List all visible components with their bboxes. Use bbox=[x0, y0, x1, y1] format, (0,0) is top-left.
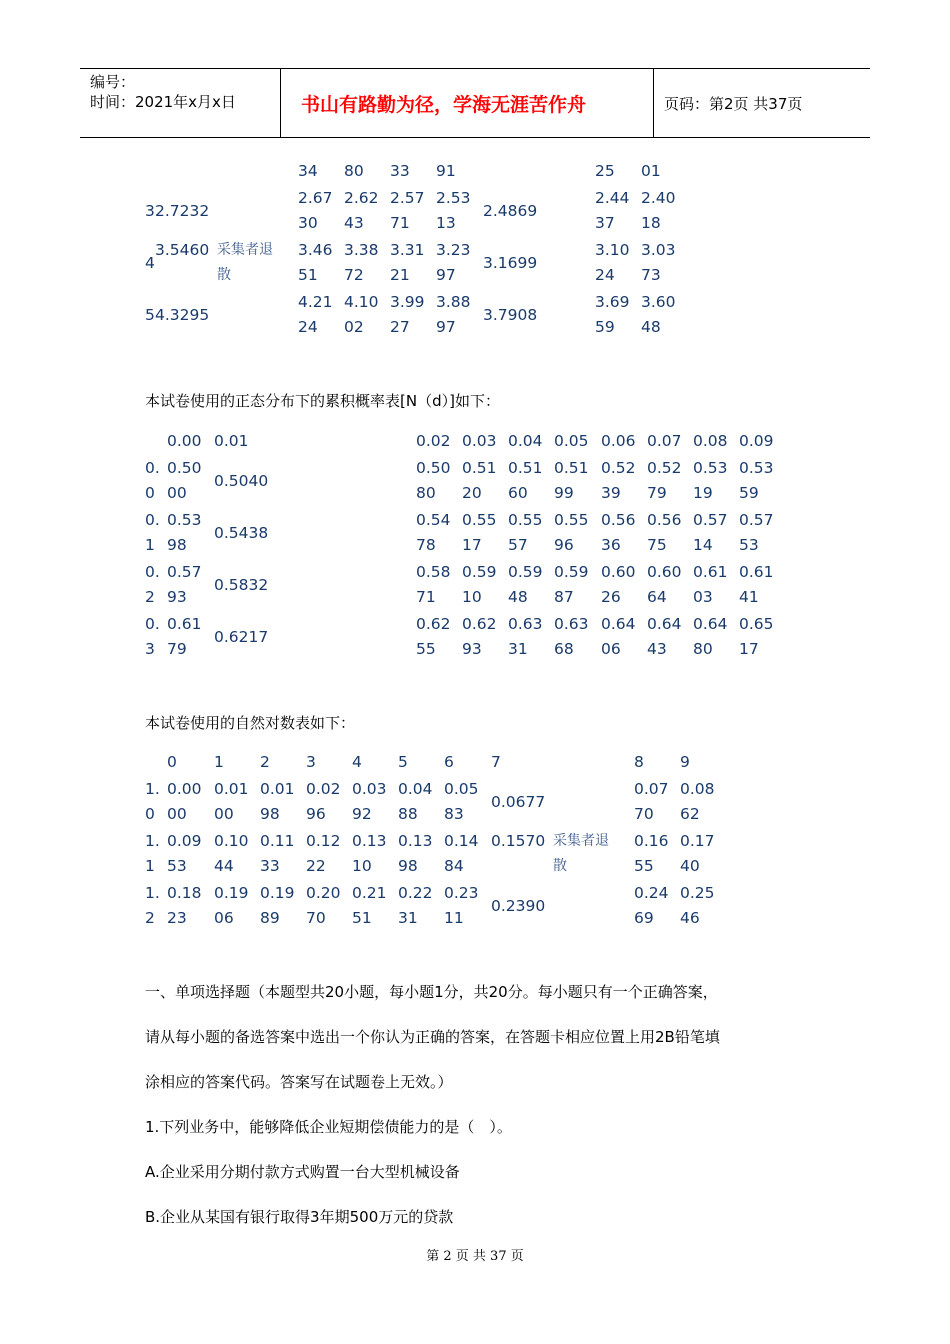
table-cell: 2.40 18 bbox=[641, 189, 676, 232]
collector-note: 采集者退 散 bbox=[553, 833, 609, 874]
section-instructions-line3: 涂相应的答案代码。答案写在试题卷上无效。） bbox=[145, 1073, 453, 1091]
table-cell: 3.23 97 bbox=[436, 241, 471, 284]
table-cell: 0.57 53 bbox=[739, 511, 774, 554]
table-cell: 0.54 78 bbox=[416, 511, 451, 554]
table-cell: 34 bbox=[298, 162, 318, 180]
table-cell: 33 bbox=[390, 162, 410, 180]
table-cell: 0.53 98 bbox=[167, 511, 202, 554]
table-cell: 0.5832 bbox=[214, 576, 269, 594]
table-cell: 01 bbox=[641, 162, 661, 180]
table-cell: 2.57 71 bbox=[390, 189, 425, 232]
table-cell: 0.11 33 bbox=[260, 832, 295, 875]
table-cell: 0.53 59 bbox=[739, 459, 774, 502]
column-header: 0.08 bbox=[693, 432, 728, 450]
normal-table-intro: 本试卷使用的正态分布下的累积概率表[N（d）]如下： bbox=[145, 392, 500, 410]
row-label: 1. 2 bbox=[145, 884, 160, 927]
table-cell: 2.53 13 bbox=[436, 189, 471, 232]
table-cell: 0.55 96 bbox=[554, 511, 589, 554]
table-cell: 0.63 31 bbox=[508, 615, 543, 658]
table-cell: 0.50 80 bbox=[416, 459, 451, 502]
table-cell: 0.57 93 bbox=[167, 563, 202, 606]
table-cell: 0.2390 bbox=[491, 897, 546, 915]
column-header: 0.06 bbox=[601, 432, 636, 450]
table-cell: 4.3295 bbox=[155, 306, 210, 324]
table-cell: 0.50 00 bbox=[167, 459, 202, 502]
table-cell: 3.5460 bbox=[155, 241, 210, 259]
column-header: 0.01 bbox=[214, 432, 249, 450]
table-cell: 0.03 92 bbox=[352, 780, 387, 823]
table-cell: 0.5040 bbox=[214, 472, 269, 490]
column-header: 0.04 bbox=[508, 432, 543, 450]
table-cell: 3.69 59 bbox=[595, 293, 630, 336]
table-cell: 2.4869 bbox=[483, 202, 538, 220]
table-cell: 3.10 24 bbox=[595, 241, 630, 284]
table-cell: 0.24 69 bbox=[634, 884, 669, 927]
row-label: 3 bbox=[145, 202, 155, 220]
column-header: 0.02 bbox=[416, 432, 451, 450]
column-header: 8 bbox=[634, 753, 644, 771]
column-header: 0 bbox=[167, 753, 177, 771]
table-cell: 0.13 10 bbox=[352, 832, 387, 875]
table-cell: 0.17 40 bbox=[680, 832, 715, 875]
table-cell: 0.05 83 bbox=[444, 780, 479, 823]
row-label: 0. 3 bbox=[145, 615, 160, 658]
column-header: 1 bbox=[214, 753, 224, 771]
question-1: 1.下列业务中，能够降低企业短期偿债能力的是（ ）。 bbox=[145, 1118, 512, 1136]
row-label: 0. 0 bbox=[145, 459, 160, 502]
table-cell: 0.63 68 bbox=[554, 615, 589, 658]
table-cell: 0.23 11 bbox=[444, 884, 479, 927]
column-header: 0.07 bbox=[647, 432, 682, 450]
table-cell: 0.0677 bbox=[491, 793, 546, 811]
number-label: 编号： bbox=[90, 73, 136, 91]
section-instructions-line2: 请从每小题的备选答案中选出一个你认为正确的答案，在答题卡相应位置上用2B铅笔填 bbox=[145, 1028, 720, 1046]
column-header: 7 bbox=[491, 753, 501, 771]
log-table-intro: 本试卷使用的自然对数表如下： bbox=[145, 714, 356, 732]
table-cell: 0.07 70 bbox=[634, 780, 669, 823]
table-cell: 3.99 27 bbox=[390, 293, 425, 336]
table-cell: 0.52 79 bbox=[647, 459, 682, 502]
header-motto: 书山有路勤为径，学海无涯苦作舟 bbox=[281, 69, 654, 137]
column-header: 0.03 bbox=[462, 432, 497, 450]
table-cell: 2.62 43 bbox=[344, 189, 379, 232]
table-cell: 0.55 17 bbox=[462, 511, 497, 554]
table-cell: 3.1699 bbox=[483, 254, 538, 272]
table-cell: 0.19 89 bbox=[260, 884, 295, 927]
table-cell: 0.08 62 bbox=[680, 780, 715, 823]
table-cell: 0.01 98 bbox=[260, 780, 295, 823]
table-cell: 0.13 98 bbox=[398, 832, 433, 875]
table-cell: 0.62 93 bbox=[462, 615, 497, 658]
collector-note: 采集者退 散 bbox=[217, 242, 273, 283]
table-cell: 0.01 00 bbox=[214, 780, 249, 823]
table-cell: 0.55 57 bbox=[508, 511, 543, 554]
table-cell: 0.5438 bbox=[214, 524, 269, 542]
table-cell: 0.59 87 bbox=[554, 563, 589, 606]
table-cell: 0.59 10 bbox=[462, 563, 497, 606]
table-cell: 0.51 99 bbox=[554, 459, 589, 502]
table-cell: 3.31 21 bbox=[390, 241, 425, 284]
table-cell: 0.57 14 bbox=[693, 511, 728, 554]
column-header: 5 bbox=[398, 753, 408, 771]
table-cell: 0.64 43 bbox=[647, 615, 682, 658]
column-header: 9 bbox=[680, 753, 690, 771]
table-cell: 0.6217 bbox=[214, 628, 269, 646]
table-cell: 2.67 30 bbox=[298, 189, 333, 232]
table-cell: 3.60 48 bbox=[641, 293, 676, 336]
header-meta bbox=[80, 69, 281, 137]
table-cell: 0.09 53 bbox=[167, 832, 202, 875]
table-cell: 0.58 71 bbox=[416, 563, 451, 606]
table-cell: 0.25 46 bbox=[680, 884, 715, 927]
table-cell: 2.44 37 bbox=[595, 189, 630, 232]
table-cell: 0.61 79 bbox=[167, 615, 202, 658]
column-header: 6 bbox=[444, 753, 454, 771]
table-cell: 0.20 70 bbox=[306, 884, 341, 927]
table-cell: 0.64 80 bbox=[693, 615, 728, 658]
table-cell: 0.59 48 bbox=[508, 563, 543, 606]
table-cell: 4.10 02 bbox=[344, 293, 379, 336]
table-cell: 25 bbox=[595, 162, 615, 180]
table-cell: 0.61 03 bbox=[693, 563, 728, 606]
table-cell: 0.64 06 bbox=[601, 615, 636, 658]
column-header: 3 bbox=[306, 753, 316, 771]
table-cell: 0.22 31 bbox=[398, 884, 433, 927]
table-cell: 3.03 73 bbox=[641, 241, 676, 284]
table-cell: 0.53 19 bbox=[693, 459, 728, 502]
table-cell: 0.00 00 bbox=[167, 780, 202, 823]
row-label: 1. 0 bbox=[145, 780, 160, 823]
row-label: 4 bbox=[145, 254, 155, 272]
table-cell: 0.21 51 bbox=[352, 884, 387, 927]
row-label: 0. 2 bbox=[145, 563, 160, 606]
header-page-label: 页码：第2页 共37页 bbox=[664, 94, 803, 113]
table-cell: 0.51 60 bbox=[508, 459, 543, 502]
table-cell: 0.04 88 bbox=[398, 780, 433, 823]
row-label: 0. 1 bbox=[145, 511, 160, 554]
table-cell: 3.46 51 bbox=[298, 241, 333, 284]
row-label: 5 bbox=[145, 306, 155, 324]
table-cell: 0.62 55 bbox=[416, 615, 451, 658]
table-cell: 0.16 55 bbox=[634, 832, 669, 875]
table-cell: 4.21 24 bbox=[298, 293, 333, 336]
table-cell: 3.7908 bbox=[483, 306, 538, 324]
table-cell: 0.65 17 bbox=[739, 615, 774, 658]
table-cell: 91 bbox=[436, 162, 456, 180]
table-cell: 0.60 26 bbox=[601, 563, 636, 606]
table-cell: 0.14 84 bbox=[444, 832, 479, 875]
column-header: 0.09 bbox=[739, 432, 774, 450]
table-cell: 0.02 96 bbox=[306, 780, 341, 823]
column-header: 0.05 bbox=[554, 432, 589, 450]
table-cell: 0.60 64 bbox=[647, 563, 682, 606]
table-cell: 3.88 97 bbox=[436, 293, 471, 336]
table-cell: 0.10 44 bbox=[214, 832, 249, 875]
table-cell: 0.56 36 bbox=[601, 511, 636, 554]
page-header bbox=[80, 68, 870, 138]
option-b: B.企业从某国有银行取得3年期500万元的贷款 bbox=[145, 1208, 454, 1226]
table-cell: 2.7232 bbox=[155, 202, 210, 220]
column-header: 0.00 bbox=[167, 432, 202, 450]
option-a: A.企业采用分期付款方式购置一台大型机械设备 bbox=[145, 1163, 460, 1181]
table-cell: 0.61 41 bbox=[739, 563, 774, 606]
table-cell: 0.12 22 bbox=[306, 832, 341, 875]
table-cell: 0.1570 bbox=[491, 832, 546, 850]
section-instructions-line1: 一、单项选择题（本题型共20小题，每小题1分，共20分。每小题只有一个正确答案， bbox=[145, 983, 718, 1001]
column-header: 2 bbox=[260, 753, 270, 771]
table-cell: 0.52 39 bbox=[601, 459, 636, 502]
column-header: 4 bbox=[352, 753, 362, 771]
row-label: 1. 1 bbox=[145, 832, 160, 875]
table-cell: 3.38 72 bbox=[344, 241, 379, 284]
table-cell: 0.18 23 bbox=[167, 884, 202, 927]
table-cell: 0.51 20 bbox=[462, 459, 497, 502]
page-footer: 第 2 页 共 37 页 bbox=[426, 1249, 524, 1264]
table-cell: 0.19 06 bbox=[214, 884, 249, 927]
table-cell: 80 bbox=[344, 162, 364, 180]
time-label: 时间：2021年x月x日 bbox=[90, 93, 236, 111]
table-cell: 0.56 75 bbox=[647, 511, 682, 554]
